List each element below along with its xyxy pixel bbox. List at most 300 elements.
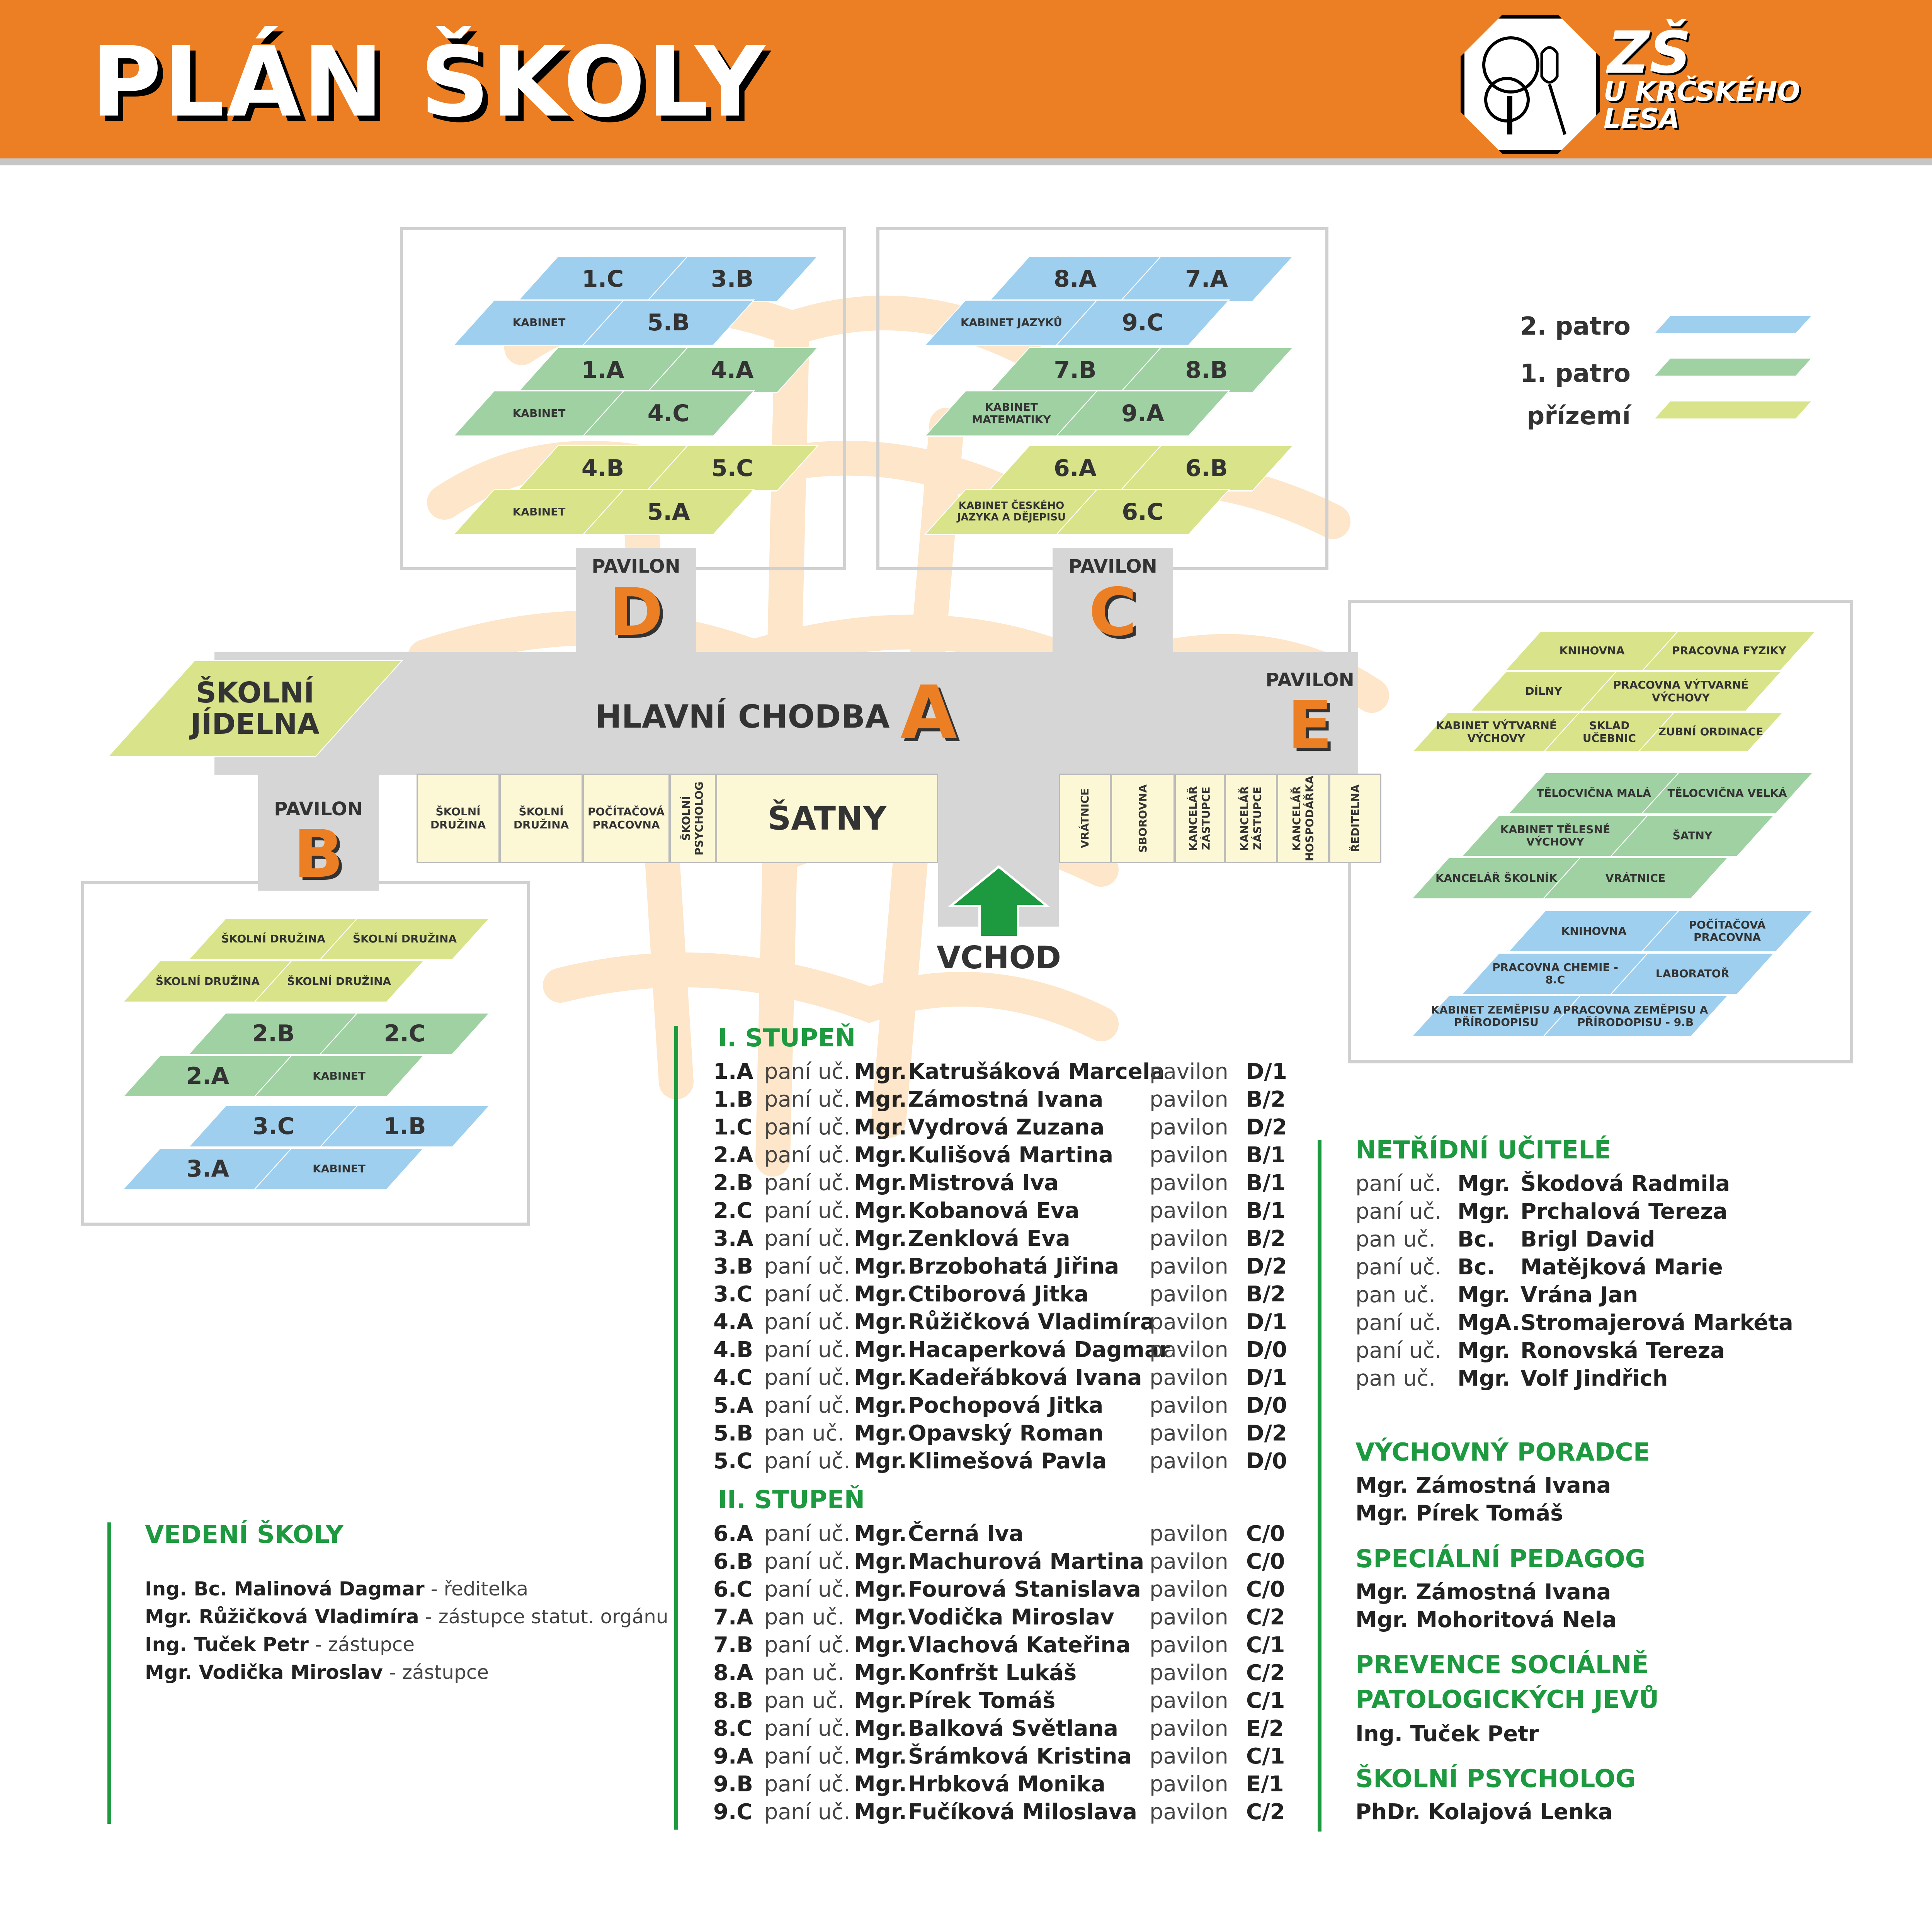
room-label: 1.B — [383, 1112, 426, 1140]
room-label: POČÍTAČOVÁ PRACOVNA — [1689, 918, 1766, 944]
stupen2-cell: paní uč. — [764, 1744, 850, 1769]
stupen1-cell: paní uč. — [764, 1365, 850, 1390]
room-label: 6.A — [1054, 454, 1097, 482]
room-label: KABINET — [313, 1162, 366, 1175]
stupen2-cell: C/0 — [1246, 1549, 1285, 1574]
prevence-name-1: Ing. Tuček Petr — [1355, 1721, 1539, 1747]
room-label: TĚLOCVIČNA VELKÁ — [1667, 786, 1787, 799]
psycholog-heading: ŠKOLNÍ PSYCHOLOG — [1355, 1765, 1636, 1793]
room-label: 5.B — [647, 309, 690, 336]
room-label: 7.A — [1185, 265, 1228, 293]
stupen1-cell: pavilon — [1150, 1421, 1228, 1446]
stupen1-cell: pavilon — [1150, 1337, 1228, 1362]
room-label: 1.C — [582, 265, 624, 293]
stupen1-cell: Mgr. — [854, 1282, 907, 1307]
room-label: KNIHOVNA — [1561, 924, 1627, 937]
stupen2-cell: C/2 — [1246, 1605, 1285, 1630]
stupen1-cell: Mgr. — [854, 1254, 907, 1279]
vedeni-name: Ing. Bc. Malinová Dagmar — [145, 1578, 425, 1600]
stupen2-cell: Vodička Miroslav — [908, 1605, 1114, 1630]
stupen1-cell: Růžičková Vladimíra — [908, 1310, 1155, 1335]
netridni-cell: Volf Jindřich — [1520, 1366, 1668, 1391]
room-d2-2 — [646, 256, 819, 302]
room-label: 1.A — [581, 356, 624, 384]
stupen2-cell: pan uč. — [764, 1605, 845, 1630]
pavilion-c-letter: C — [1088, 574, 1137, 651]
room-druzina-2: ŠKOLNÍ DRUŽINA — [500, 774, 583, 863]
room-zastupce-1-label: KANCELÁŘ ZÁSTUPCE — [1187, 786, 1213, 851]
stupen2-cell: 7.B — [713, 1633, 753, 1658]
room-c1-4 — [1055, 390, 1230, 437]
poradce-heading: VÝCHOVNÝ PORADCE — [1355, 1438, 1650, 1467]
stupen1-cell: B/1 — [1246, 1198, 1286, 1223]
stupen1-cell: 1.C — [713, 1115, 753, 1140]
netridni-cell: paní uč. — [1355, 1338, 1442, 1363]
room-e1-4 — [1609, 815, 1775, 857]
vedeni-row — [145, 1661, 489, 1689]
legend-floor2-label: 2. patro — [1520, 312, 1631, 341]
room-label: 5.C — [711, 454, 753, 482]
room-label: 4.C — [647, 400, 690, 427]
room-label: ŠKOLNÍ DRUŽINA — [221, 932, 326, 945]
stupen1-cell: Mgr. — [854, 1170, 907, 1196]
room-label: 4.B — [581, 454, 624, 482]
stupen1-cell: paní uč. — [764, 1115, 850, 1140]
stupen2-cell: E/1 — [1246, 1772, 1284, 1797]
room-label: 8.B — [1185, 356, 1228, 384]
legend-floor0-label: přízemí — [1527, 402, 1631, 430]
entrance-arrow-icon — [943, 864, 1055, 939]
room-label: 8.A — [1054, 265, 1097, 293]
netridni-cell: Mgr. — [1458, 1338, 1510, 1363]
netridni-cell: Matějková Marie — [1520, 1255, 1723, 1280]
stupen2-cell: 6.B — [713, 1549, 753, 1574]
room-reditelna — [1329, 774, 1381, 863]
room-vratnice-label: VRÁTNICE — [1078, 788, 1091, 849]
stupen1-cell: Mgr. — [854, 1059, 907, 1084]
stupen2-cell: C/1 — [1246, 1688, 1285, 1713]
stupen2-cell: paní uč. — [764, 1772, 850, 1797]
stupen1-cell: paní uč. — [764, 1337, 850, 1362]
stupen2-cell: paní uč. — [764, 1521, 850, 1546]
netridni-cell: Mgr. — [1458, 1171, 1510, 1196]
stupen1-cell: paní uč. — [764, 1393, 850, 1418]
room-b1-2 — [319, 1012, 490, 1055]
room-druzina-1: ŠKOLNÍ DRUŽINA — [417, 774, 500, 863]
room-label: SKLAD UČEBNIC — [1582, 719, 1636, 745]
stupen2-cell: Černá Iva — [908, 1521, 1024, 1546]
stupen1-cell: D/0 — [1246, 1449, 1287, 1474]
room-label: 6.B — [1185, 454, 1228, 482]
room-hospodarka — [1277, 774, 1329, 863]
stupen2-cell: Mgr. — [854, 1772, 907, 1797]
stupen1-cell: D/0 — [1246, 1337, 1287, 1362]
vedeni-role: - ředitelka — [424, 1578, 529, 1600]
legend-floor1-label: 1. patro — [1520, 359, 1631, 388]
specialni-name-2: Mgr. Mohoritová Nela — [1355, 1607, 1617, 1633]
room-c1-2 — [1119, 347, 1294, 393]
stupen2-cell: pavilon — [1150, 1688, 1228, 1713]
stupen1-cell: Mgr. — [854, 1421, 907, 1446]
room-label: KANCELÁŘ ŠKOLNÍK — [1435, 871, 1558, 884]
room-vratnice — [1059, 774, 1111, 863]
netridni-cell: Mgr. — [1458, 1199, 1510, 1224]
stupen1-cell: pavilon — [1150, 1365, 1228, 1390]
vedeni-role: - zástupce — [308, 1633, 415, 1656]
stupen1-cell: paní uč. — [764, 1254, 850, 1279]
stupen2-cell: Mgr. — [854, 1549, 907, 1574]
stupen1-cell: B/2 — [1246, 1087, 1286, 1112]
netridni-cell: pan uč. — [1355, 1366, 1436, 1391]
stupen2-cell: Hrbková Monika — [908, 1772, 1105, 1797]
poradce-name-2: Mgr. Pírek Tomáš — [1355, 1501, 1563, 1526]
legend-floor1-swatch — [1653, 357, 1813, 377]
stupen1-cell: pavilon — [1150, 1198, 1228, 1223]
room-label: 6.C — [1122, 498, 1164, 526]
netridni-cell: Prchalová Tereza — [1520, 1199, 1728, 1224]
poradce-name-1: Mgr. Zámostná Ivana — [1355, 1473, 1611, 1498]
stupen1-cell: Katrušáková Marcela — [908, 1059, 1165, 1084]
stupen2-cell: pavilon — [1150, 1549, 1228, 1574]
room-b0-2 — [319, 918, 490, 960]
room-c0-2 — [1119, 445, 1294, 492]
netridni-cell: paní uč. — [1355, 1171, 1442, 1196]
netridni-heading: NETŘÍDNÍ UČITELÉ — [1355, 1136, 1611, 1165]
stupen1-cell: pavilon — [1150, 1115, 1228, 1140]
stupen2-cell: paní uč. — [764, 1549, 850, 1574]
stupen2-cell: 8.C — [713, 1716, 753, 1741]
stupen1-cell: B/2 — [1246, 1282, 1286, 1307]
stupen1-cell: Zenklová Eva — [908, 1226, 1070, 1251]
room-label: 7.B — [1054, 356, 1097, 384]
stupen1-cell: Zámostná Ivana — [908, 1087, 1104, 1112]
stupen2-cell: pan uč. — [764, 1688, 845, 1713]
stupen1-cell: 4.C — [713, 1365, 753, 1390]
stupen1-cell: pavilon — [1150, 1282, 1228, 1307]
stupen1-cell: Mgr. — [854, 1226, 907, 1251]
netridni-cell: Ronovská Tereza — [1520, 1338, 1725, 1363]
vedeni-name: Mgr. Vodička Miroslav — [145, 1661, 383, 1684]
stupen1-cell: 5.B — [713, 1421, 753, 1446]
vedeni-row — [145, 1578, 528, 1605]
vedeni-heading: VEDENÍ ŠKOLY — [145, 1520, 344, 1549]
netridni-cell: MgA. — [1458, 1310, 1520, 1335]
stupen2-cell: 9.A — [713, 1744, 753, 1769]
room-c0-4 — [1055, 489, 1230, 535]
room-b2-4 — [253, 1148, 425, 1190]
stupen1-cell: Opavský Roman — [908, 1421, 1104, 1446]
stupen1-cell: Hacaperková Dagmar — [908, 1337, 1170, 1362]
stupen1-cell: Mgr. — [854, 1393, 907, 1418]
stupen2-cell: Mgr. — [854, 1605, 907, 1630]
specialni-heading: SPECIÁLNÍ PEDAGOG — [1355, 1545, 1646, 1573]
stupen1-cell: 2.C — [713, 1198, 753, 1223]
room-c2-4 — [1055, 299, 1230, 346]
room-e0-7 — [1638, 712, 1784, 752]
logo-wordmark — [1604, 19, 1800, 134]
room-label: KNIHOVNA — [1559, 644, 1625, 657]
room-label: 9.C — [1122, 309, 1164, 336]
room-zastupce-2-label: KANCELÁŘ ZÁSTUPCE — [1238, 786, 1264, 851]
room-e2-2 — [1640, 910, 1814, 952]
room-sborovna — [1111, 774, 1175, 863]
room-label: ŠATNY — [1672, 829, 1713, 842]
netridni-cell: Mgr. — [1458, 1366, 1510, 1391]
pavilion-e-label: PAVILON — [1265, 669, 1354, 691]
stupen2-cell: pavilon — [1150, 1744, 1228, 1769]
stupen1-cell: D/1 — [1246, 1059, 1287, 1084]
stupen1-cell: Kobanová Eva — [908, 1198, 1080, 1223]
stupen2-cell: C/2 — [1246, 1799, 1285, 1825]
stupen2-cell: paní uč. — [764, 1799, 850, 1825]
stupen1-cell: 2.A — [713, 1143, 753, 1168]
stupen2-cell: Mgr. — [854, 1660, 907, 1685]
stupen1-cell: Mgr. — [854, 1365, 907, 1390]
netridni-cell: Škodová Radmila — [1520, 1171, 1730, 1196]
stupen1-cell: Brzobohatá Jiřina — [908, 1254, 1119, 1279]
netridni-cell: Stromajerová Markéta — [1520, 1310, 1793, 1335]
stupen1-cell: 5.A — [713, 1393, 753, 1418]
room-label: ŠKOLNÍ DRUŽINA — [155, 975, 260, 988]
pavilion-d-label: PAVILON — [592, 556, 680, 577]
hall-label: HLAVNÍ CHODBA — [595, 699, 890, 735]
room-d1-2 — [646, 347, 819, 393]
vedeni-role: - zástupce statut. orgánu — [419, 1605, 668, 1628]
stupen1-cell: Mgr. — [854, 1115, 907, 1140]
stupen1-cell: pan uč. — [764, 1421, 845, 1446]
pavilion-c-label: PAVILON — [1068, 556, 1157, 577]
stupen2-cell: paní uč. — [764, 1577, 850, 1602]
room-label: PRACOVNA CHEMIE - 8.C — [1492, 961, 1618, 986]
stupen1-cell: pavilon — [1150, 1393, 1228, 1418]
room-label: PRACOVNA FYZIKY — [1672, 644, 1786, 657]
room-label: KABINET — [313, 1069, 366, 1082]
stupen1-cell: B/1 — [1246, 1143, 1286, 1168]
stupen1-cell: paní uč. — [764, 1310, 850, 1335]
stupen2-cell: C/1 — [1246, 1744, 1285, 1769]
room-b1-4 — [253, 1055, 425, 1097]
logo-line-1: ZŠ — [1607, 19, 1691, 87]
stupen1-cell: Mgr. — [854, 1310, 907, 1335]
stupen1-heading: I. STUPEŇ — [718, 1024, 856, 1053]
stupen1-cell: D/1 — [1246, 1310, 1287, 1335]
stupen2-cell: Mgr. — [854, 1688, 907, 1713]
room-label: DÍLNY — [1525, 685, 1562, 698]
stupen1-cell: paní uč. — [764, 1226, 850, 1251]
stupen1-cell: D/2 — [1246, 1115, 1287, 1140]
room-label: KABINET ZEMĚPISU A PŘÍRODOPISU — [1431, 1003, 1562, 1029]
stupen1-cell: 4.A — [713, 1310, 753, 1335]
stupen1-cell: 3.A — [713, 1226, 753, 1251]
room-label: 9.A — [1121, 400, 1164, 427]
stupen-divider-line — [674, 1026, 678, 1830]
stupen1-cell: pavilon — [1150, 1254, 1228, 1279]
room-e0-2 — [1641, 631, 1817, 671]
stupen2-cell: Mgr. — [854, 1799, 907, 1825]
stupen1-cell: Pochopová Jitka — [908, 1393, 1104, 1418]
netridni-cell: Bc. — [1458, 1227, 1495, 1252]
stupen1-cell: Mistrová Iva — [908, 1170, 1059, 1196]
stupen2-cell: C/0 — [1246, 1577, 1285, 1602]
stupen2-cell: Mgr. — [854, 1633, 907, 1658]
logo-line-2: U KRČSKÉHO — [1604, 76, 1800, 107]
room-label: ŠKOLNÍ DRUŽINA — [287, 975, 391, 988]
room-reditelna-label: ŘEDITELNA — [1349, 784, 1362, 852]
room-label: 2.C — [384, 1020, 426, 1047]
stupen1-cell: Klimešová Pavla — [908, 1449, 1107, 1474]
stupen1-cell: paní uč. — [764, 1449, 850, 1474]
stupen2-cell: pavilon — [1150, 1521, 1228, 1546]
room-psycholog-label: ŠKOLNÍ PSYCHOLOG — [680, 781, 706, 855]
stupen1-cell: Mgr. — [854, 1143, 907, 1168]
stupen1-cell: paní uč. — [764, 1087, 850, 1112]
vedeni-name: Mgr. Růžičková Vladimíra — [145, 1605, 419, 1628]
stupen1-cell: pavilon — [1150, 1170, 1228, 1196]
stupen2-cell: pan uč. — [764, 1660, 845, 1685]
stupen1-cell: Kadeřábková Ivana — [908, 1365, 1142, 1390]
stupen1-cell: D/0 — [1246, 1393, 1287, 1418]
room-label: 2.A — [186, 1062, 229, 1090]
stupen2-cell: pavilon — [1150, 1799, 1228, 1825]
room-label: KABINET ČESKÉHO JAZYKA A DĚJEPISU — [957, 500, 1066, 523]
room-label: KABINET — [512, 505, 566, 518]
stupen1-cell: D/2 — [1246, 1421, 1287, 1446]
stupen1-cell: Vydrová Zuzana — [908, 1115, 1105, 1140]
stupen1-cell: Mgr. — [854, 1198, 907, 1223]
stupen1-cell: 5.C — [713, 1449, 753, 1474]
stupen1-cell: D/2 — [1246, 1254, 1287, 1279]
stupen1-cell: 3.B — [713, 1254, 753, 1279]
room-label: 3.B — [711, 265, 754, 293]
room-b0-4 — [253, 960, 425, 1003]
vedeni-row — [145, 1605, 668, 1633]
stupen2-cell: Vlachová Kateřina — [908, 1633, 1131, 1658]
stupen2-cell: Balková Světlana — [908, 1716, 1118, 1741]
stupen1-cell: paní uč. — [764, 1143, 850, 1168]
psycholog-name-1: PhDr. Kolajová Lenka — [1355, 1799, 1613, 1825]
pavilion-d-letter: D — [609, 574, 663, 651]
stupen1-cell: Ctiborová Jitka — [908, 1282, 1089, 1307]
vedeni-name: Ing. Tuček Petr — [145, 1633, 309, 1656]
stupen1-cell: B/2 — [1246, 1226, 1286, 1251]
stupen2-cell: paní uč. — [764, 1633, 850, 1658]
room-label: KABINET — [512, 406, 566, 420]
entrance-label: VCHOD — [937, 940, 1061, 976]
stupen2-cell: Konfršt Lukáš — [908, 1660, 1077, 1685]
room-label: ZUBNÍ ORDINACE — [1658, 725, 1764, 738]
stupen2-cell: C/1 — [1246, 1633, 1285, 1658]
pavilion-b-label: PAVILON — [274, 798, 363, 820]
room-e1-6 — [1542, 857, 1729, 900]
right-divider-line — [1318, 1140, 1321, 1832]
stupen2-cell: Fourová Stanislava — [908, 1577, 1141, 1602]
room-label: VRÁTNICE — [1605, 871, 1666, 884]
netridni-cell: pan uč. — [1355, 1282, 1436, 1308]
stupen1-cell: Mgr. — [854, 1449, 907, 1474]
stupen2-cell: 7.A — [713, 1605, 753, 1630]
stupen2-cell: Machurová Martina — [908, 1549, 1145, 1574]
stupen2-cell: E/2 — [1246, 1716, 1284, 1741]
legend-floor2-swatch — [1653, 315, 1813, 334]
room-label: 3.C — [252, 1112, 294, 1140]
stupen2-cell: 9.B — [713, 1772, 753, 1797]
pavilion-a-letter: A — [900, 670, 957, 755]
stupen1-cell: 3.C — [713, 1282, 753, 1307]
room-e1-2 — [1640, 772, 1814, 815]
room-label: LABORATOŘ — [1655, 967, 1730, 980]
stupen1-cell: Mgr. — [854, 1337, 907, 1362]
stupen2-cell: Mgr. — [854, 1521, 907, 1546]
room-e2-4 — [1609, 952, 1775, 995]
stupen1-cell: 4.B — [713, 1337, 753, 1362]
room-label: KABINET TĚLESNÉ VÝCHOVY — [1500, 823, 1611, 848]
room-label: PRACOVNA VÝTVARNÉ VÝCHOVY — [1613, 679, 1749, 704]
stupen2-cell: pavilon — [1150, 1660, 1228, 1685]
stupen2-cell: 6.C — [713, 1577, 753, 1602]
stupen1-cell: pavilon — [1150, 1449, 1228, 1474]
stupen1-cell: pavilon — [1150, 1310, 1228, 1335]
stupen2-cell: 6.A — [713, 1521, 753, 1546]
page-title: PLÁN ŠKOLY — [91, 26, 767, 138]
stupen2-cell: pavilon — [1150, 1577, 1228, 1602]
stupen1-cell: paní uč. — [764, 1282, 850, 1307]
vedeni-role: - zástupce — [383, 1661, 489, 1684]
room-psycholog — [670, 774, 716, 863]
stupen2-cell: 9.C — [713, 1799, 753, 1825]
room-label: 4.A — [711, 356, 754, 384]
netridni-cell: paní uč. — [1355, 1255, 1442, 1280]
stupen2-cell: 8.B — [713, 1688, 753, 1713]
prevence-heading-1: PREVENCE SOCIÁLNĚ — [1355, 1651, 1649, 1679]
prevence-heading-2: PATOLOGICKÝCH JEVŮ — [1355, 1685, 1659, 1714]
legend-floor0-swatch — [1653, 400, 1813, 420]
room-hospodarka-label: KANCELÁŘ HOSPODÁŘKA — [1290, 776, 1316, 861]
stupen2-cell: C/0 — [1246, 1521, 1285, 1546]
stupen2-cell: Šrámková Kristina — [908, 1744, 1132, 1769]
stupen2-cell: 8.A — [713, 1660, 753, 1685]
stupen2-cell: pavilon — [1150, 1633, 1228, 1658]
stupen1-cell: Kulišová Martina — [908, 1143, 1114, 1168]
stupen2-heading: II. STUPEŇ — [718, 1486, 865, 1514]
vedeni-row — [145, 1633, 415, 1661]
room-b2-2 — [319, 1105, 490, 1148]
room-label: 3.A — [186, 1155, 229, 1182]
netridni-cell: Vrána Jan — [1520, 1282, 1638, 1308]
room-label: 2.B — [252, 1020, 295, 1047]
room-d2-4 — [582, 299, 755, 346]
stupen2-cell: Mgr. — [854, 1577, 907, 1602]
stupen2-cell: Mgr. — [854, 1716, 907, 1741]
stupen2-cell: Pírek Tomáš — [908, 1688, 1056, 1713]
room-label: KABINET VÝTVARNÉ VÝCHOVY — [1435, 719, 1557, 745]
stupen1-cell: paní uč. — [764, 1170, 850, 1196]
stupen2-cell: pavilon — [1150, 1605, 1228, 1630]
room-zastupce-2 — [1225, 774, 1277, 863]
room-e0-4 — [1580, 671, 1782, 712]
netridni-cell: Bc. — [1458, 1255, 1495, 1280]
stupen1-cell: pavilon — [1150, 1059, 1228, 1084]
netridni-cell: paní uč. — [1355, 1310, 1442, 1335]
stupen1-cell: B/1 — [1246, 1170, 1286, 1196]
room-label: KABINET — [512, 316, 566, 329]
stupen1-cell: paní uč. — [764, 1059, 850, 1084]
stupen2-cell: pavilon — [1150, 1772, 1228, 1797]
room-label: KABINET MATEMATIKY — [972, 400, 1051, 426]
room-e2-6 — [1542, 995, 1729, 1037]
school-logo-emblem — [1461, 15, 1600, 154]
stupen1-cell: 1.B — [713, 1087, 753, 1112]
room-label: KABINET JAZYKŮ — [960, 316, 1063, 329]
